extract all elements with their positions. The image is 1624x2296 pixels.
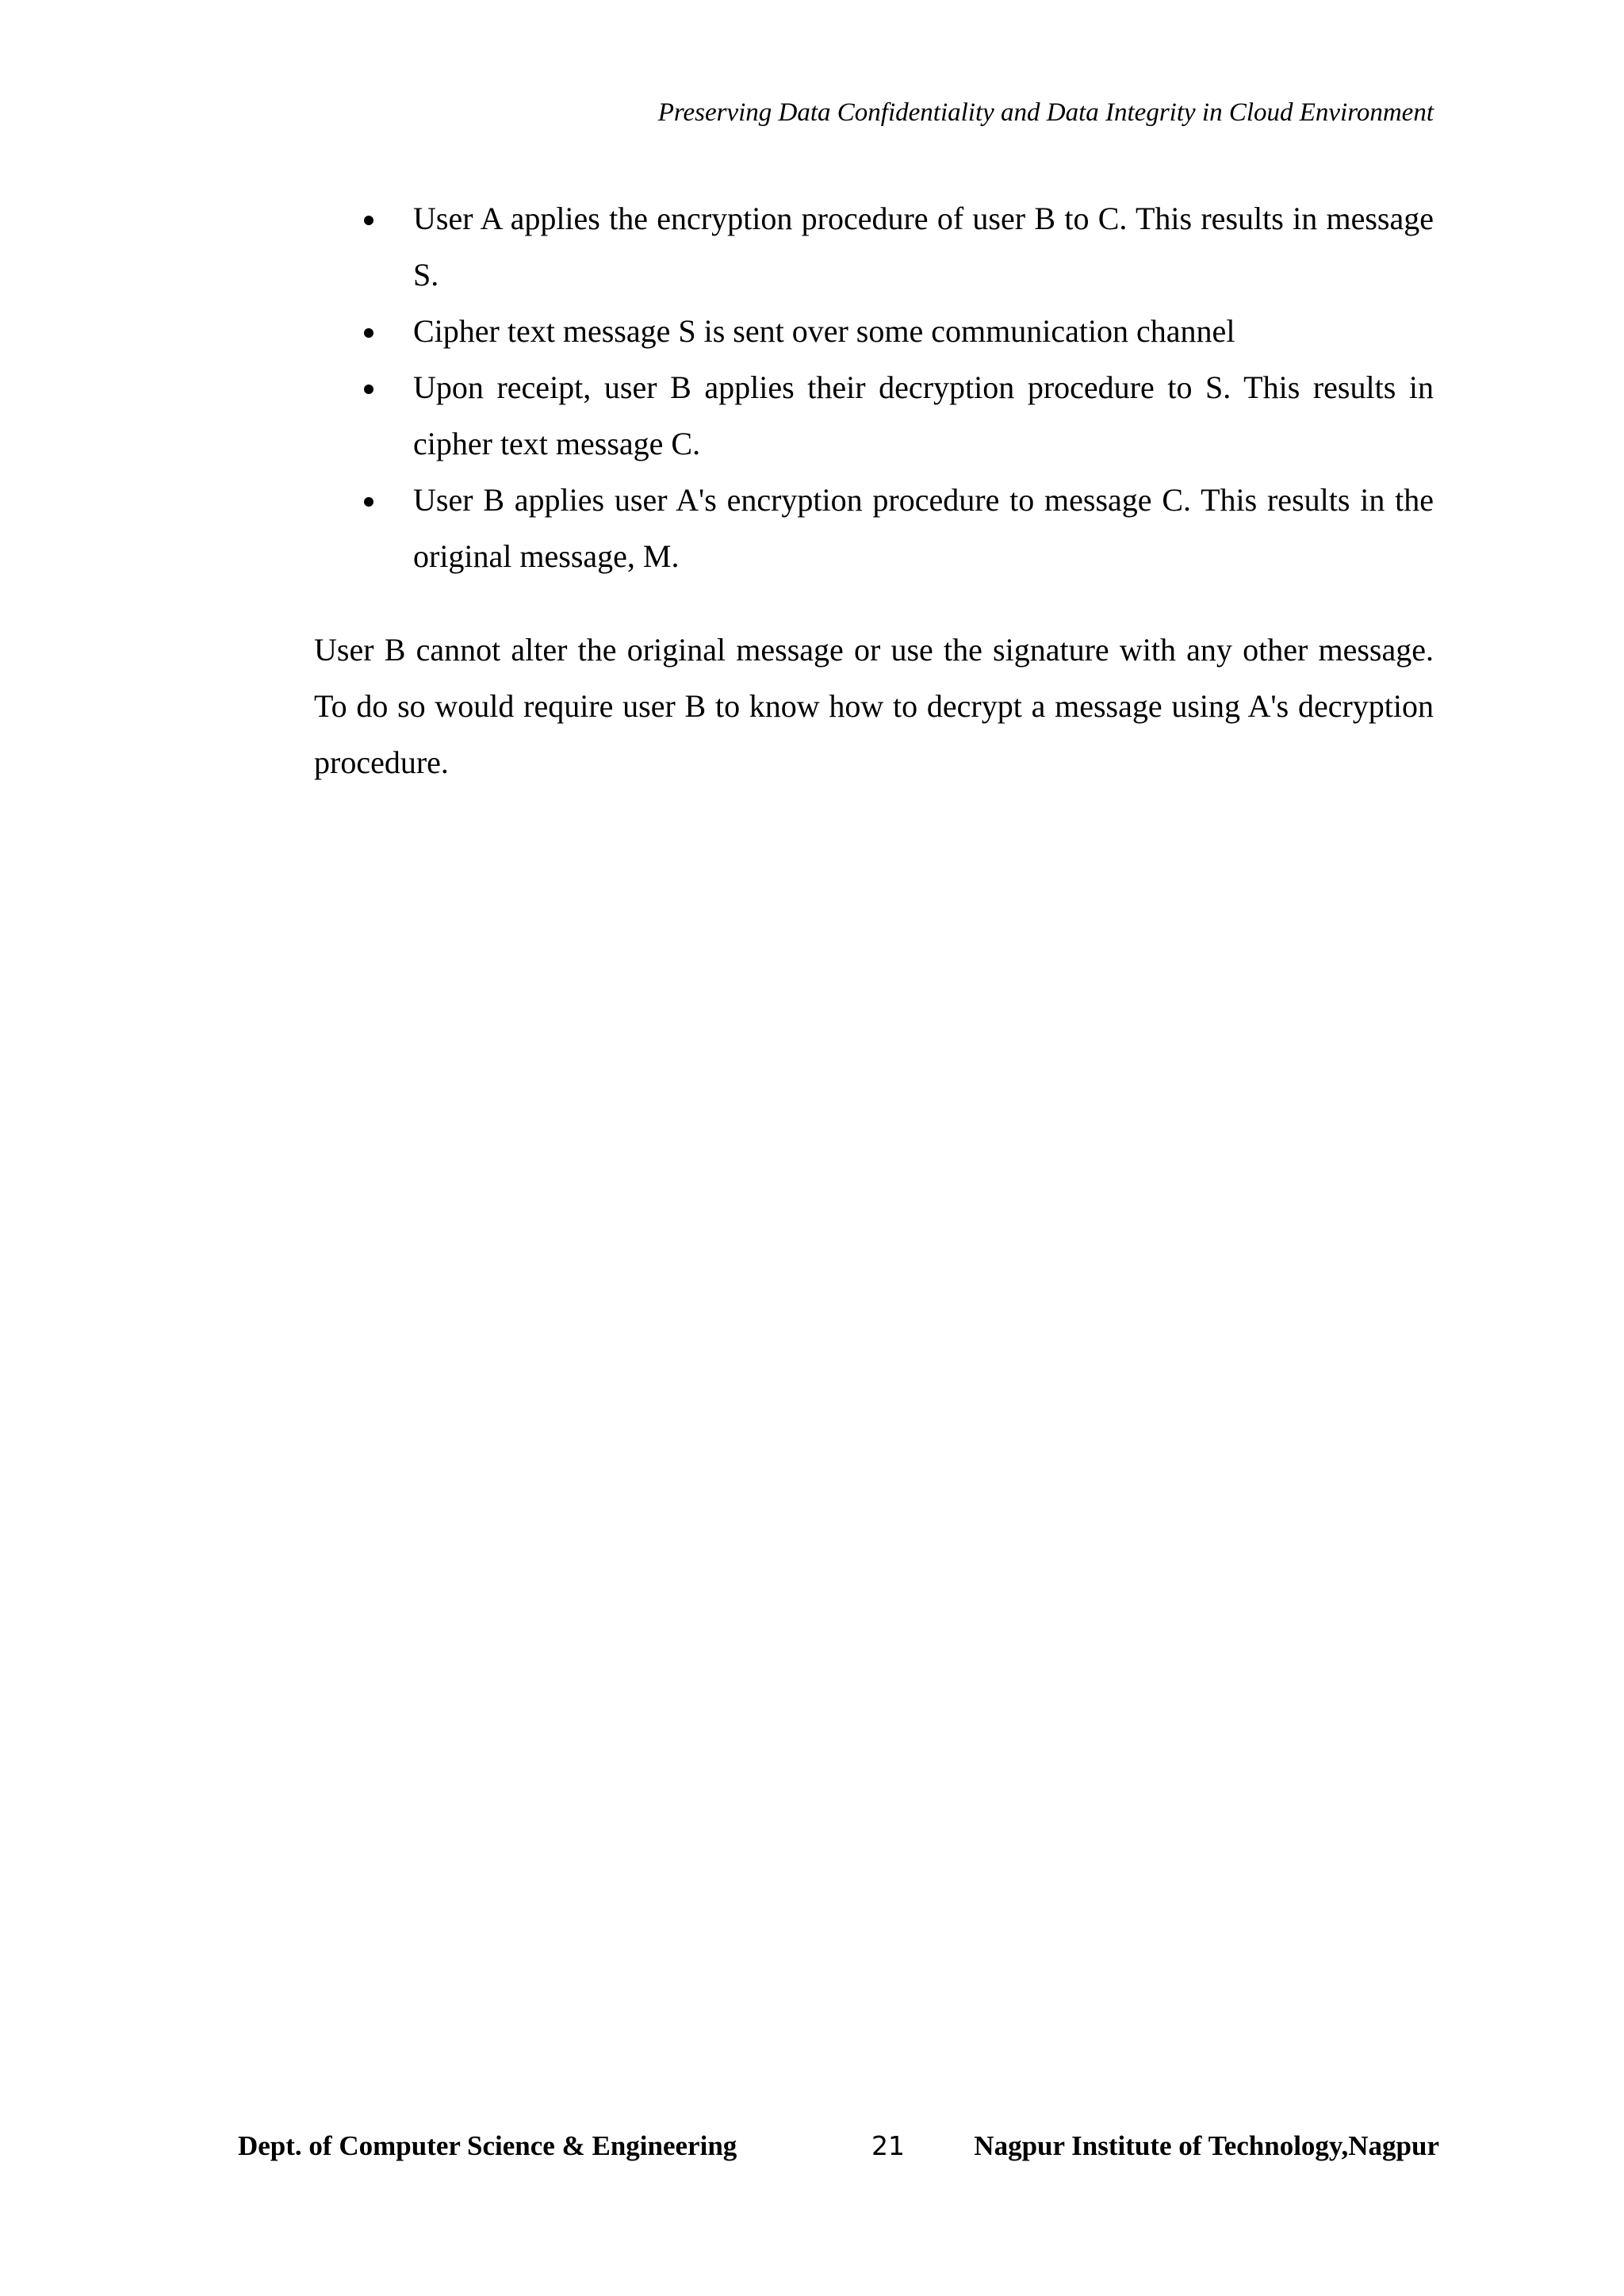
list-item bbox=[314, 303, 1434, 359]
list-item-text: Cipher text message S is sent over some communication channel bbox=[413, 313, 1235, 349]
page-footer bbox=[0, 2126, 1624, 2166]
list-item bbox=[314, 190, 1434, 303]
running-header: Preserving Data Confidentiality and Data Integrity in Cloud Environment bbox=[657, 98, 1434, 127]
list-item-text: User A applies the encryption procedure of user B to C. This results in message S. bbox=[413, 201, 1434, 293]
footer-department: Dept. of Computer Science & Engineering bbox=[238, 2130, 737, 2161]
bullet-icon bbox=[364, 497, 373, 507]
list-item-text: User B applies user A's encryption procedure to message C. This results in the original message, M. bbox=[413, 482, 1434, 574]
bullet-list bbox=[314, 190, 1434, 584]
body-paragraph: User B cannot alter the original message or use the signature with any other message. To do so would require user B to know how to decrypt a message using A's decryption procedure. bbox=[314, 632, 1434, 780]
list-item bbox=[314, 359, 1434, 472]
bullet-icon bbox=[364, 385, 373, 394]
footer-institute: Nagpur Institute of Technology,Nagpur bbox=[974, 2130, 1439, 2161]
bullet-icon bbox=[364, 328, 373, 338]
list-item-text: Upon receipt, user B applies their decryption procedure to S. This results in cipher text message C. bbox=[413, 369, 1434, 461]
bullet-icon bbox=[364, 216, 373, 225]
page-number: 21 bbox=[871, 2130, 905, 2161]
list-item bbox=[314, 472, 1434, 584]
